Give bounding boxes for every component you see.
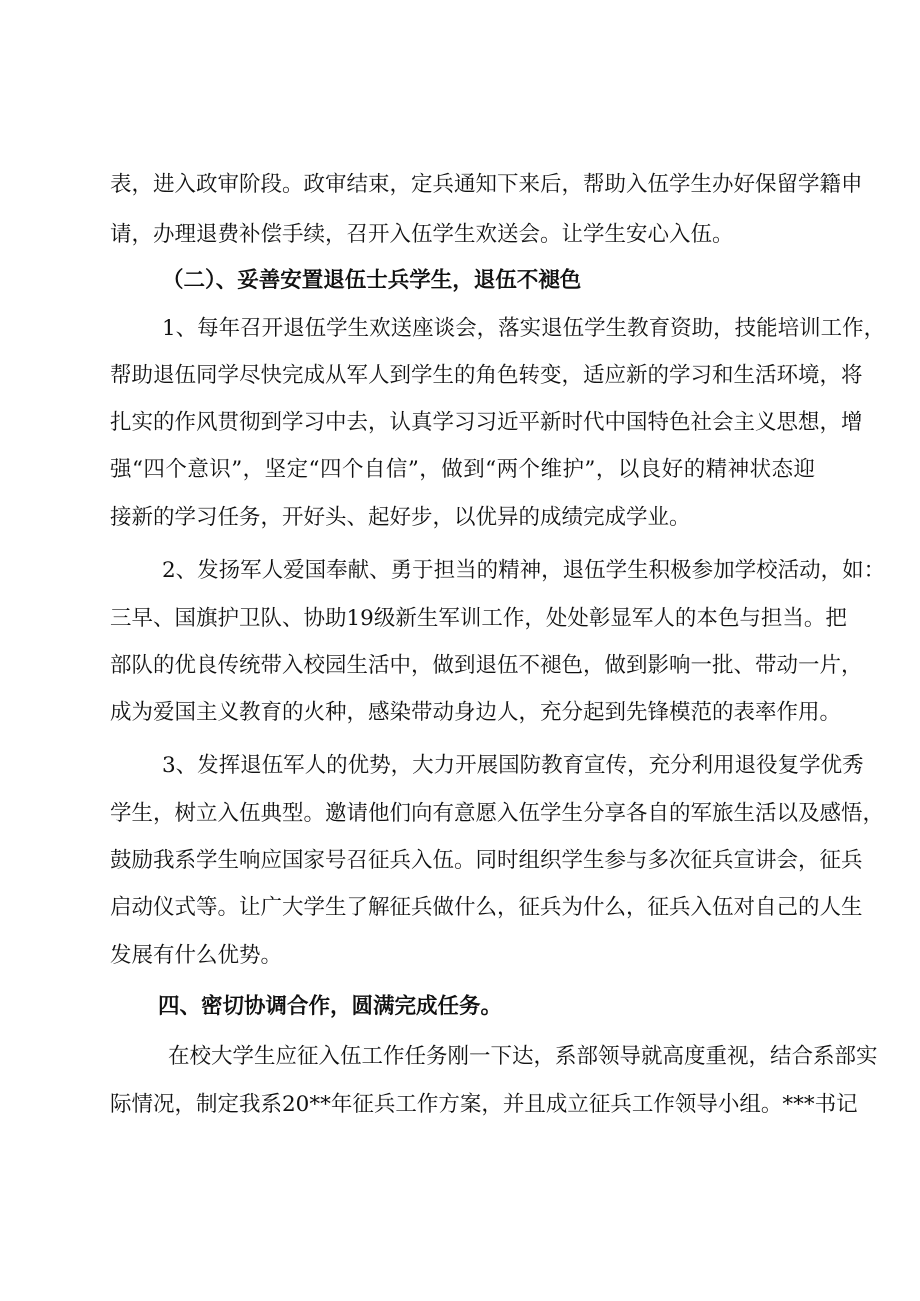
text-line: 2、发扬军人爱国奉献、勇于担当的精神，退伍学生积极参加学校活动，如： <box>162 558 886 583</box>
text-line: 帮助退伍同学尽快完成从军人到学生的角色转变，适应新的学习和生活环境，将 <box>110 363 863 388</box>
section-heading: 四、密切协调合作，圆满完成任务。 <box>158 994 503 1019</box>
text-line: 3、发挥退伍军人的优势，大力开展国防教育宣传，充分利用退役复学优秀 <box>162 753 864 778</box>
text-line: 鼓励我系学生响应国家号召征兵入伍。同时组织学生参与多次征兵宣讲会，征兵 <box>110 848 863 873</box>
text-line: 在校大学生应征入伍工作任务刚一下达，系部领导就高度重视，结合系部实 <box>168 1044 878 1069</box>
text-line: 扎实的作风贯彻到学习中去，认真学习习近平新时代中国特色社会主义思想，增 <box>110 410 863 435</box>
text-line: 际情况，制定我系20**年征兵工作方案，并且成立征兵工作领导小组。***书记 <box>110 1092 858 1117</box>
text-line: 启动仪式等。让广大学生了解征兵做什么，征兵为什么，征兵入伍对自己的人生 <box>110 895 863 920</box>
text-line: 接新的学习任务，开好头、起好步，以优异的成绩完成学业。 <box>110 505 691 530</box>
text-line: 发展有什么优势。 <box>110 943 283 968</box>
text-line: 请，办理退费补偿手续，召开入伍学生欢送会。让学生安心入伍。 <box>110 222 734 247</box>
section-heading: （二）、妥善安置退伍士兵学生，退伍不褪色 <box>162 268 582 293</box>
text-line: 1、每年召开退伍学生欢送座谈会，落实退伍学生教育资助，技能培训工作， <box>162 316 886 341</box>
text-line: 成为爱国主义教育的火种，感染带动身边人，充分起到先锋模范的表率作用。 <box>110 700 842 725</box>
text-line: 学生，树立入伍典型。邀请他们向有意愿入伍学生分享各自的军旅生活以及感悟， <box>110 801 885 826</box>
text-line: 三早、国旗护卫队、协助19级新生军训工作，处处彰显军人的本色与担当。把 <box>110 606 847 631</box>
text-line: 表，进入政审阶段。政审结束，定兵通知下来后，帮助入伍学生办好保留学籍申 <box>110 172 863 197</box>
text-line: 部队的优良传统带入校园生活中，做到退伍不褪色，做到影响一批、带动一片， <box>110 653 863 678</box>
text-line: 强“四个意识”，坚定“四个自信”，做到“两个维护”，以良好的精神状态迎 <box>110 457 815 482</box>
